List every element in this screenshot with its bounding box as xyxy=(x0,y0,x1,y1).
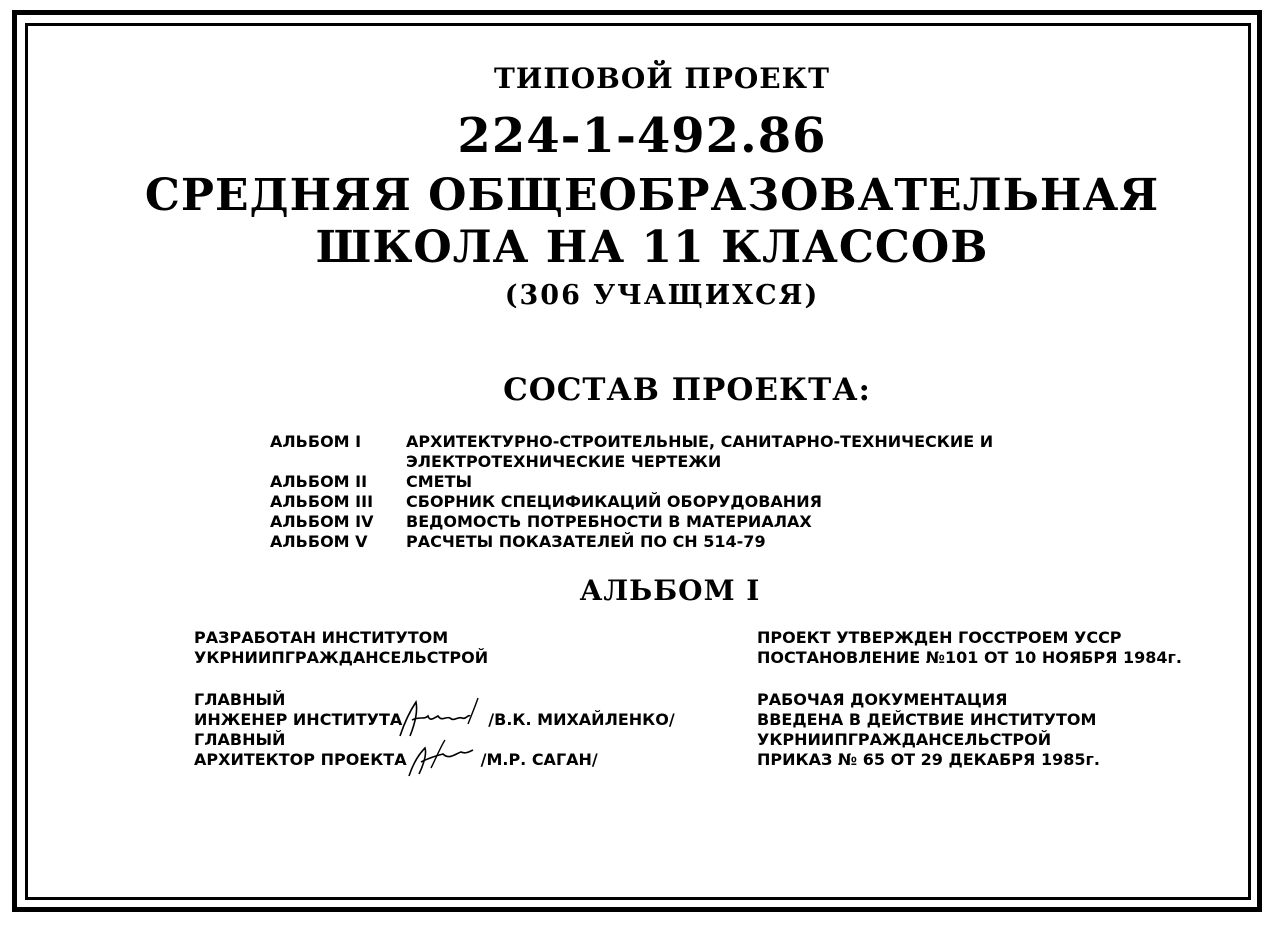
documentation-line-1: РАБОЧАЯ ДОКУМЕНТАЦИЯ xyxy=(757,690,1008,709)
signature-architect xyxy=(407,750,481,770)
chief-engineer-row xyxy=(194,710,675,730)
album-row xyxy=(270,452,1086,472)
album-list xyxy=(270,432,1086,552)
document-subtitle: ТИПОВОЙ ПРОЕКТ xyxy=(494,62,830,95)
staff-block xyxy=(194,690,675,770)
composition-heading: СОСТАВ ПРОЕКТА: xyxy=(503,372,871,408)
album-row xyxy=(270,512,1086,532)
album-label: АЛЬБОМ II xyxy=(270,472,368,491)
title-line-2: ШКОЛА НА 11 КЛАССОВ xyxy=(315,222,989,273)
album-label: АЛЬБОМ IV xyxy=(270,512,374,531)
album-description: СМЕТЫ xyxy=(406,472,473,491)
chief-engineer-name: /В.К. МИХАЙЛЕНКО/ xyxy=(488,710,675,729)
album-label: АЛЬБОМ V xyxy=(270,532,368,551)
signature-architect-icon xyxy=(403,736,483,780)
documentation-line-4: ПРИКАЗ № 65 ОТ 29 ДЕКАБРЯ 1985г. xyxy=(757,750,1100,769)
album-description: СБОРНИК СПЕЦИФИКАЦИЙ ОБОРУДОВАНИЯ xyxy=(406,492,822,511)
album-heading: АЛЬБОМ I xyxy=(579,574,761,607)
album-label: АЛЬБОМ I xyxy=(270,432,362,451)
chief-engineer-title-1: ГЛАВНЫЙ xyxy=(194,690,286,709)
album-row xyxy=(270,532,1086,552)
signature-engineer xyxy=(402,710,488,730)
album-description: ЭЛЕКТРОТЕХНИЧЕСКИЕ ЧЕРТЕЖИ xyxy=(406,452,722,471)
approval-line-1: ПРОЕКТ УТВЕРЖДЕН ГОССТРОЕМ УССР xyxy=(757,628,1122,647)
album-description: РАСЧЕТЫ ПОКАЗАТЕЛЕЙ ПО СН 514-79 xyxy=(406,532,766,551)
developer-block xyxy=(194,628,488,668)
chief-engineer-title-2: ИНЖЕНЕР ИНСТИТУТА xyxy=(194,710,403,729)
chief-architect-title-1: ГЛАВНЫЙ xyxy=(194,730,286,749)
approval-block xyxy=(757,628,1182,668)
chief-architect-name: /М.Р. САГАН/ xyxy=(480,750,598,769)
chief-architect-row xyxy=(194,750,675,770)
album-label xyxy=(270,452,406,472)
album-description: АРХИТЕКТУРНО-СТРОИТЕЛЬНЫЕ, САНИТАРНО-ТЕХНИЧЕСКИЕ И xyxy=(406,432,994,451)
chief-architect-title-2: АРХИТЕКТОР ПРОЕКТА xyxy=(194,750,407,769)
album-row xyxy=(270,432,1086,452)
album-description: ВЕДОМОСТЬ ПОТРЕБНОСТИ В МАТЕРИАЛАХ xyxy=(406,512,812,531)
title-line-3: (306 УЧАЩИХСЯ) xyxy=(504,280,820,311)
developer-line-1: РАЗРАБОТАН ИНСТИТУТОМ xyxy=(194,628,449,647)
documentation-block xyxy=(757,690,1100,770)
signature-engineer-icon xyxy=(398,696,488,740)
album-row xyxy=(270,472,1086,492)
album-row xyxy=(270,492,1086,512)
documentation-line-3: УКРНИИПГРАЖДАНСЕЛЬСТРОЙ xyxy=(757,730,1052,749)
approval-line-2: ПОСТАНОВЛЕНИЕ №101 ОТ 10 НОЯБРЯ 1984г. xyxy=(757,648,1182,667)
album-label: АЛЬБОМ III xyxy=(270,492,374,511)
title-line-1: СРЕДНЯЯ ОБЩЕОБРАЗОВАТЕЛЬНАЯ xyxy=(144,170,1160,221)
documentation-line-2: ВВЕДЕНА В ДЕЙСТВИЕ ИНСТИТУТОМ xyxy=(757,710,1097,729)
project-number: 224-1-492.86 xyxy=(457,108,827,164)
developer-line-2: УКРНИИПГРАЖДАНСЕЛЬСТРОЙ xyxy=(194,648,489,667)
